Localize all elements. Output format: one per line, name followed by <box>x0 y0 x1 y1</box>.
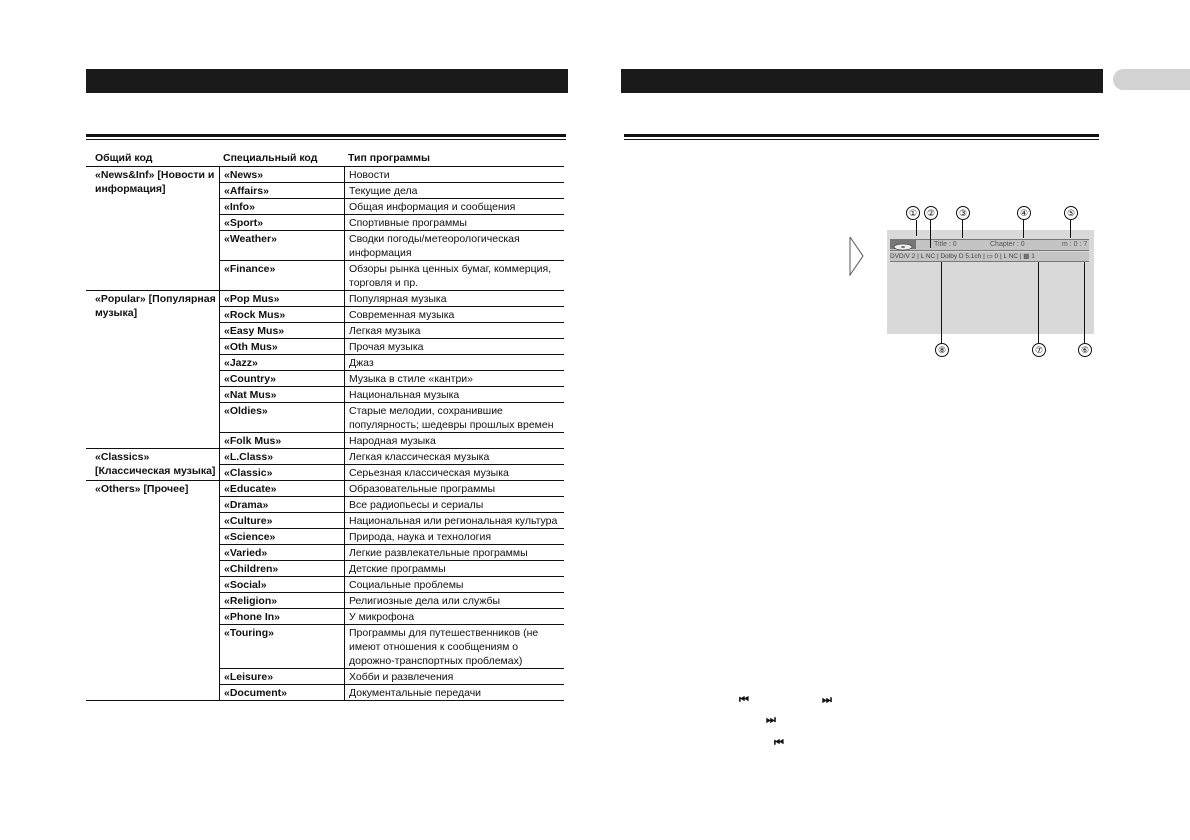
top-callout-3: ③ <box>956 206 970 220</box>
title-readout: Title : 0 <box>934 241 957 248</box>
program-type-cell: Музыка в стиле «кантри» <box>344 371 564 386</box>
special-code-cell: «Country» <box>219 371 344 386</box>
pointer-arrow-icon <box>849 236 865 276</box>
chapter-readout: Chapter : 0 <box>990 241 1025 248</box>
left-heading-rule-thin <box>86 139 566 140</box>
special-code-cell: «Oth Mus» <box>219 339 344 354</box>
special-code-cell: «Touring» <box>219 625 344 668</box>
table-row <box>219 576 564 592</box>
top-callout-5: ⑤ <box>1064 206 1078 220</box>
special-code-cell: «Finance» <box>219 261 344 290</box>
left-section-header-bar <box>86 69 568 93</box>
table-group <box>86 291 564 449</box>
program-type-cell: У микрофона <box>344 609 564 624</box>
special-code-cell: «Document» <box>219 685 344 700</box>
header-program-type: Тип программы <box>348 152 431 164</box>
special-code-cell: «Weather» <box>219 231 344 260</box>
special-code-cell: «Rock Mus» <box>219 307 344 322</box>
special-code-cell: «Culture» <box>219 513 344 528</box>
general-code-cell: «Classics» [Классическая музыка] <box>95 451 216 477</box>
table-row <box>219 198 564 214</box>
skip-back-icon: ⏮ <box>739 694 746 706</box>
table-row <box>219 624 564 668</box>
program-type-cell: Социальные проблемы <box>344 577 564 592</box>
table-row <box>219 481 564 496</box>
program-type-cell: Сводки погоды/метеорологическая информация <box>344 231 564 260</box>
special-code-cell: «Jazz» <box>219 355 344 370</box>
table-row <box>219 592 564 608</box>
program-type-cell: Общая информация и сообщения <box>344 199 564 214</box>
table-row <box>219 432 564 448</box>
special-code-cell: «Nat Mus» <box>219 387 344 402</box>
callout-leader-line <box>962 220 963 238</box>
program-type-cell: Прочая музыка <box>344 339 564 354</box>
program-type-cell: Легкая классическая музыка <box>344 449 564 464</box>
bottom-callout-3: ⑥ <box>1078 343 1092 357</box>
table-row <box>219 386 564 402</box>
table-row <box>219 306 564 322</box>
program-type-cell: Обзоры рынка ценных бумаг, коммерция, торговля и пр. <box>344 261 564 290</box>
special-code-cell: «Social» <box>219 577 344 592</box>
program-type-cell: Текущие дела <box>344 183 564 198</box>
special-code-cell: «Educate» <box>219 481 344 496</box>
top-callout-4: ④ <box>1017 206 1031 220</box>
general-code-cell: «News&Inf» [Новости и информация] <box>95 169 215 195</box>
table-row <box>219 528 564 544</box>
top-callout-1: ① <box>906 206 920 220</box>
skip-forward-icon-2: ⏭ <box>766 714 773 726</box>
table-row <box>219 402 564 432</box>
special-code-cell: «Leisure» <box>219 669 344 684</box>
display-audio-line: DVD/V 2 | L NC | Dolby D 5.1ch | ▭ 0 | L NC | ▩ 1 <box>890 252 1089 262</box>
general-code-cell: «Popular» [Популярная музыка] <box>95 293 216 319</box>
program-type-cell: Программы для путешественников (не имеют отношения к сообщениям о дорожно-транспортных проблемах) <box>344 625 564 668</box>
right-heading-rule <box>624 134 1099 137</box>
header-special-code: Специальный код <box>223 152 318 164</box>
special-code-cell: «Info» <box>219 199 344 214</box>
top-callout-2: ② <box>924 206 938 220</box>
program-type-cell: Легкие развлекательные программы <box>344 545 564 560</box>
special-code-cell: «Varied» <box>219 545 344 560</box>
special-code-cell: «Children» <box>219 561 344 576</box>
callout-leader-line <box>1084 262 1085 343</box>
disc-icon <box>890 239 916 249</box>
display-info-line <box>890 239 1089 251</box>
program-type-cell: Документальные передачи <box>344 685 564 700</box>
program-type-table <box>86 151 564 701</box>
program-type-cell: Природа, наука и технология <box>344 529 564 544</box>
table-group <box>86 449 564 481</box>
table-row <box>219 684 564 700</box>
table-row <box>219 338 564 354</box>
table-row <box>219 544 564 560</box>
table-row <box>219 182 564 198</box>
right-section-header-bar <box>621 69 1103 93</box>
table-header <box>86 151 564 167</box>
table-row <box>219 464 564 480</box>
table-row <box>219 496 564 512</box>
special-code-cell: «Sport» <box>219 215 344 230</box>
table-row <box>219 354 564 370</box>
special-code-cell: «News» <box>219 167 344 182</box>
special-code-cell: «Science» <box>219 529 344 544</box>
special-code-cell: «Pop Mus» <box>219 291 344 306</box>
skip-back-icon-2: ⏮ <box>774 737 781 749</box>
special-code-cell: «Easy Mus» <box>219 323 344 338</box>
program-type-cell: Детские программы <box>344 561 564 576</box>
special-code-cell: «Drama» <box>219 497 344 512</box>
program-type-cell: Серьезная классическая музыка <box>344 465 564 480</box>
callout-leader-line <box>930 220 931 248</box>
special-code-cell: «Oldies» <box>219 403 344 432</box>
special-code-cell: «Phone In» <box>219 609 344 624</box>
header-general-code: Общий код <box>95 152 153 164</box>
general-code-cell: «Others» [Прочее] <box>95 483 189 495</box>
callout-leader-line <box>1070 220 1071 238</box>
special-code-cell: «Folk Mus» <box>219 433 344 448</box>
table-group <box>86 167 564 291</box>
program-type-cell: Легкая музыка <box>344 323 564 338</box>
special-code-cell: «Classic» <box>219 465 344 480</box>
program-type-cell: Все радиопьесы и сериалы <box>344 497 564 512</box>
table-row <box>219 230 564 260</box>
table-row <box>219 322 564 338</box>
callout-leader-line <box>1023 220 1024 238</box>
table-row <box>219 291 564 306</box>
table-row <box>219 370 564 386</box>
table-row <box>219 668 564 684</box>
callout-leader-line <box>1038 262 1039 343</box>
program-type-cell: Новости <box>344 167 564 182</box>
skip-forward-icon: ⏭ <box>822 694 829 706</box>
program-type-cell: Популярная музыка <box>344 291 564 306</box>
program-type-cell: Народная музыка <box>344 433 564 448</box>
table-row <box>219 512 564 528</box>
bottom-callout-2: ⑦ <box>1032 343 1046 357</box>
language-tab <box>1113 69 1190 90</box>
program-type-cell: Старые мелодии, сохранившие популярность; шедевры прошлых времен <box>344 403 564 432</box>
table-row <box>219 214 564 230</box>
program-type-cell: Спортивные программы <box>344 215 564 230</box>
special-code-cell: «Religion» <box>219 593 344 608</box>
special-code-cell: «Affairs» <box>219 183 344 198</box>
program-type-cell: Национальная музыка <box>344 387 564 402</box>
time-readout: m : 0 : 7 <box>1062 241 1088 248</box>
program-type-cell: Хобби и развлечения <box>344 669 564 684</box>
table-group <box>86 481 564 701</box>
bottom-callout-1: ⑧ <box>935 343 949 357</box>
table-row <box>219 167 564 182</box>
table-row <box>219 608 564 624</box>
program-type-cell: Джаз <box>344 355 564 370</box>
display-screen <box>887 230 1094 334</box>
program-type-cell: Современная музыка <box>344 307 564 322</box>
callout-leader-line <box>916 220 917 236</box>
left-heading-rule <box>86 134 566 137</box>
program-type-cell: Религиозные дела или службы <box>344 593 564 608</box>
program-type-cell: Образовательные программы <box>344 481 564 496</box>
program-type-cell: Национальная или региональная культура <box>344 513 564 528</box>
table-row <box>219 260 564 290</box>
table-row <box>219 449 564 464</box>
callout-leader-line <box>941 262 942 343</box>
right-heading-rule-thin <box>624 139 1099 140</box>
table-row <box>219 560 564 576</box>
special-code-cell: «L.Class» <box>219 449 344 464</box>
